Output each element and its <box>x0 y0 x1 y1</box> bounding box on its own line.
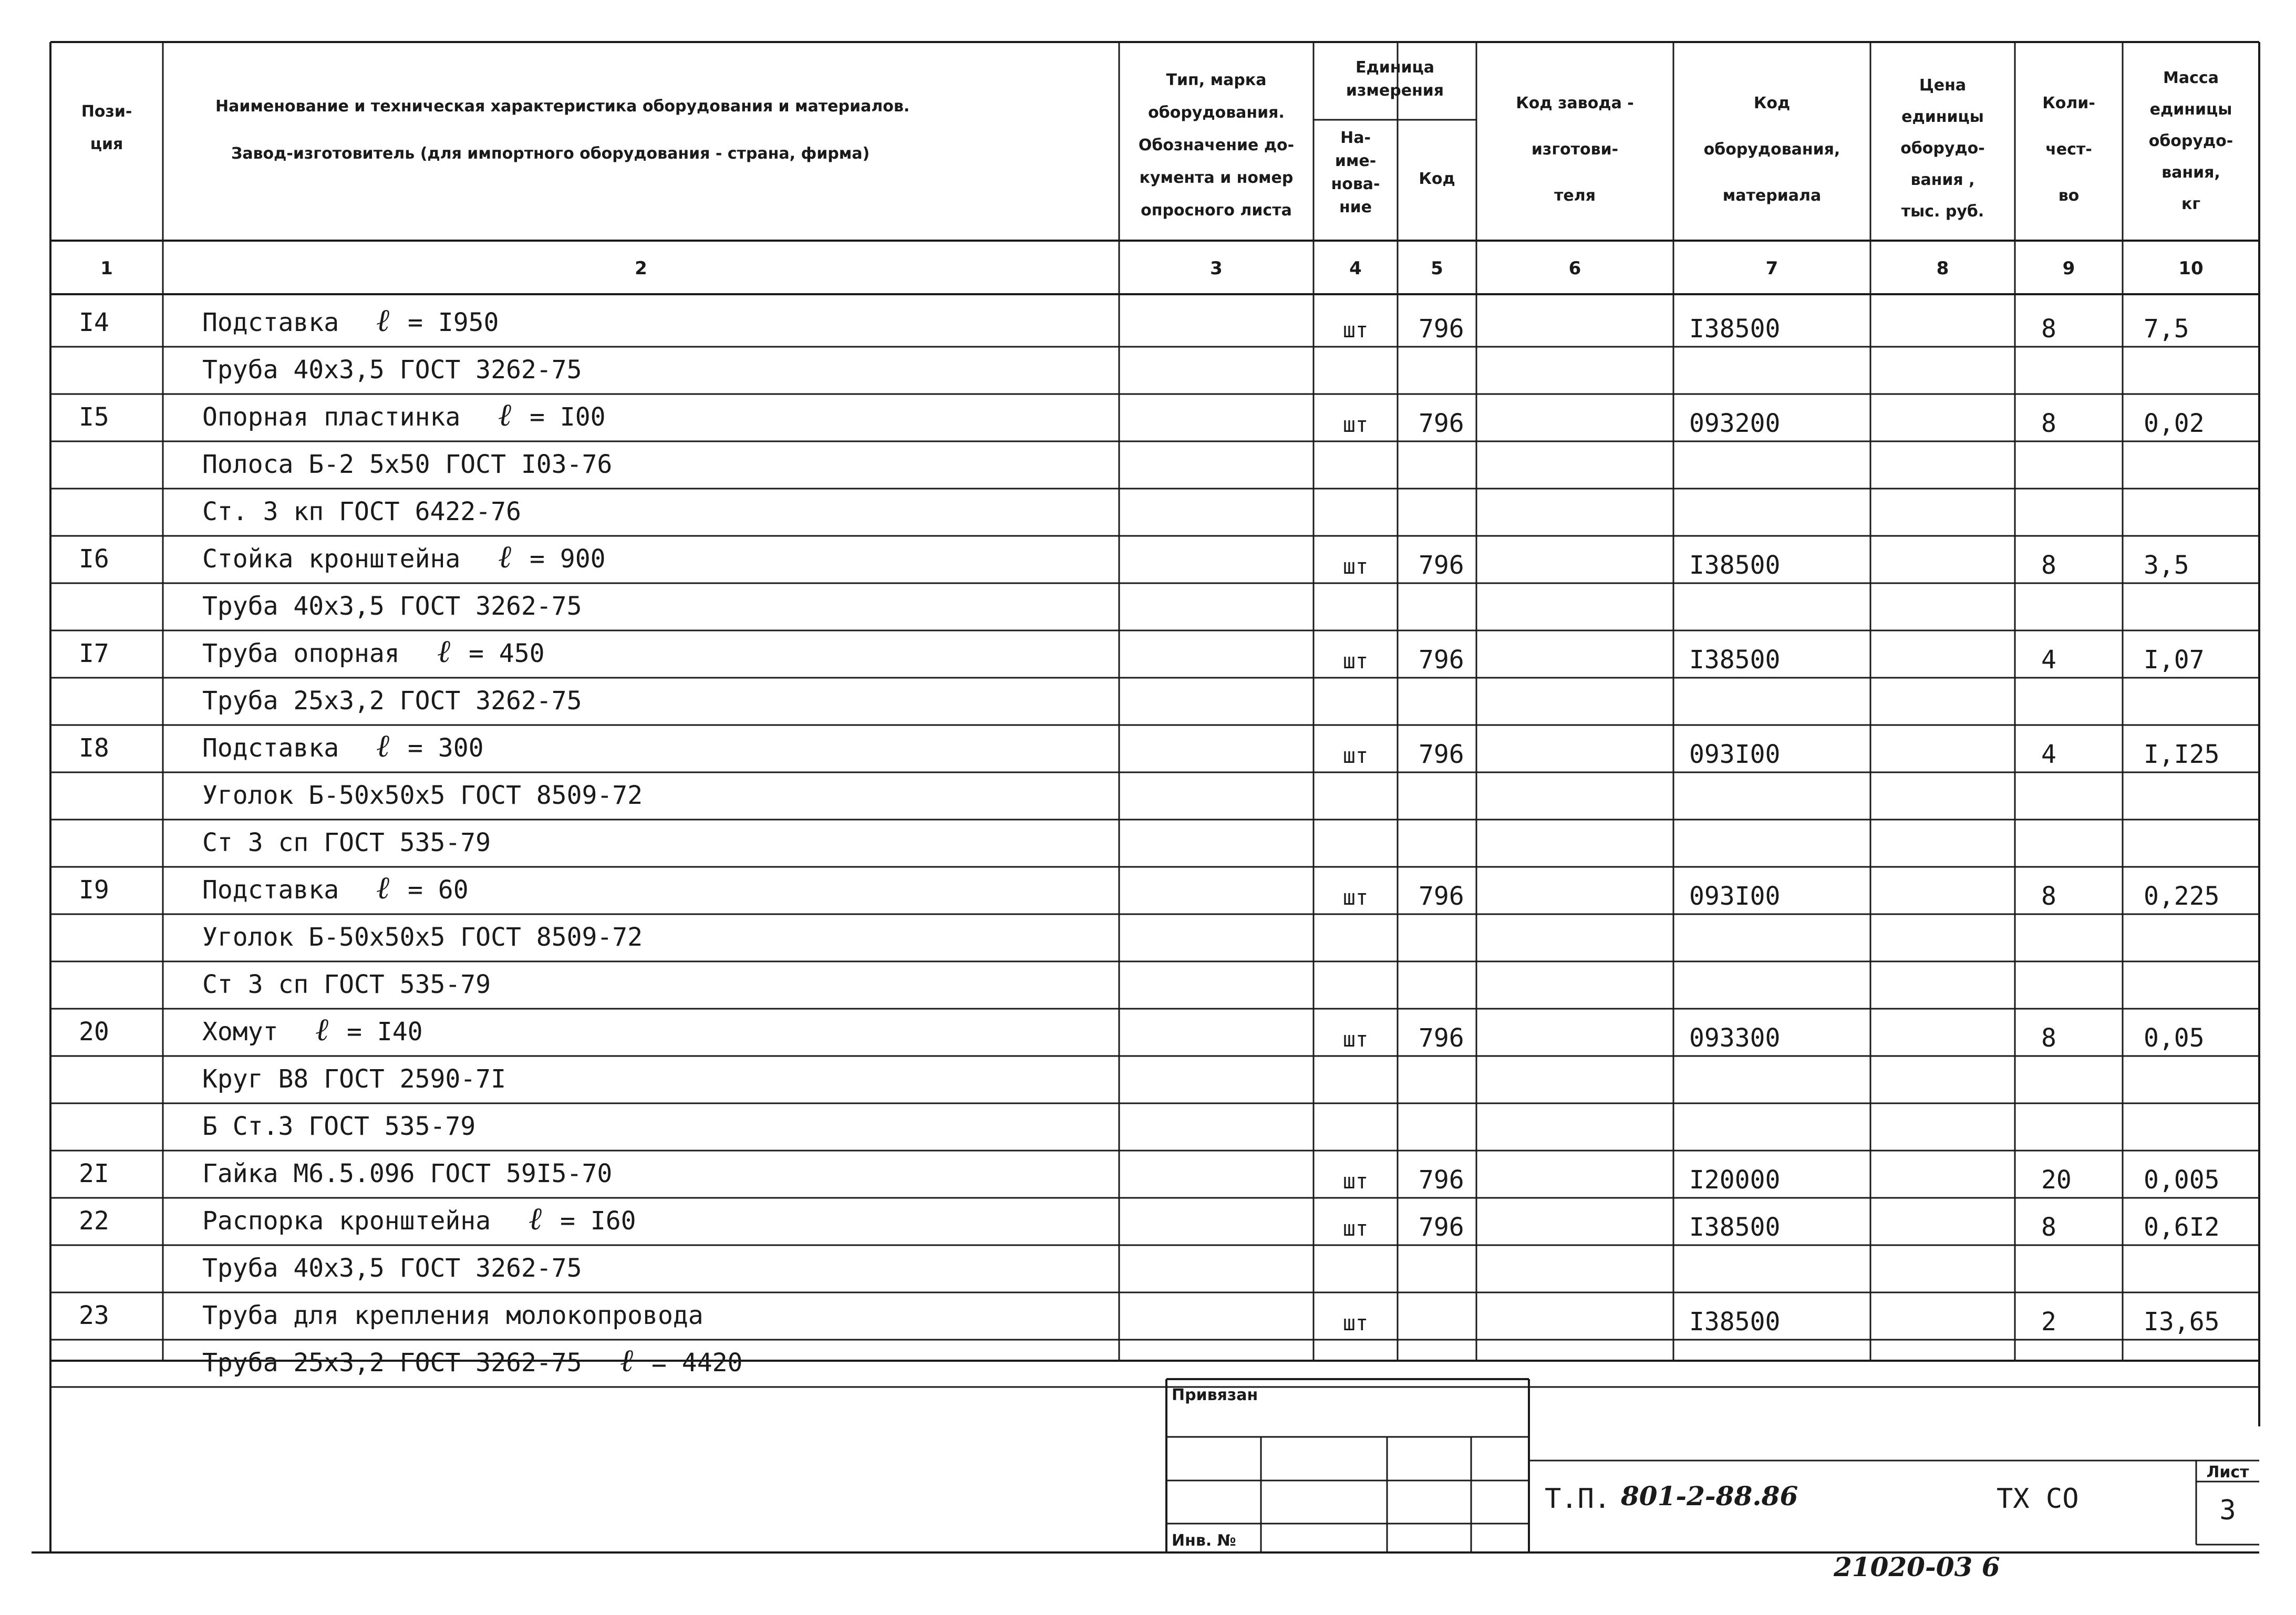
column-number: 1 <box>100 258 113 279</box>
item-unit: шт <box>1342 649 1369 674</box>
item-description: Подставка <box>202 308 339 337</box>
item-material-code: 093200 <box>1689 409 1781 438</box>
item-description: Полоса Б-2 5х50 ГОСТ I03-76 <box>202 450 613 479</box>
item-description: Опорная пластинка <box>202 402 461 432</box>
item-length: = I00 <box>530 402 606 432</box>
item-unit: шт <box>1342 1169 1369 1194</box>
item-unit: шт <box>1342 555 1369 579</box>
header-unit-name: нова- <box>1331 175 1380 193</box>
item-description: Ст. 3 кп ГОСТ 6422-76 <box>202 497 521 526</box>
header-name-line: Наименование и техническая характеристика оборудования и материалов. <box>215 97 910 116</box>
header-unit-name: На- <box>1340 129 1371 147</box>
header-quantity: во <box>2058 187 2080 205</box>
item-quantity: 2 <box>2041 1307 2056 1337</box>
column-number: 6 <box>1568 258 1581 279</box>
stamp-privyazan: Привязан <box>1172 1386 1258 1404</box>
item-position: 23 <box>79 1301 109 1330</box>
item-description: Распорка кронштейна <box>202 1206 491 1236</box>
item-unit-code: 796 <box>1419 645 1464 675</box>
header-price: оборудо- <box>1900 139 1985 158</box>
item-material-code: I20000 <box>1689 1165 1781 1195</box>
item-material-code: 093I00 <box>1689 882 1781 911</box>
item-description: Труба 25х3,2 ГОСТ 3262-75 <box>202 686 582 716</box>
header-price: вания , <box>1910 171 1975 189</box>
item-mass: 0,6I2 <box>2144 1213 2220 1242</box>
item-unit: шт <box>1342 1311 1369 1336</box>
length-symbol-icon: ℓ <box>315 1011 328 1048</box>
item-position: I6 <box>79 544 109 574</box>
item-description: Ст 3 сп ГОСТ 535-79 <box>202 970 491 999</box>
item-quantity: 8 <box>2041 882 2056 911</box>
item-length: = 300 <box>408 733 484 763</box>
item-material-code: I38500 <box>1689 1307 1781 1337</box>
header-mass: единицы <box>2149 100 2232 119</box>
item-length: = 4420 <box>651 1348 743 1378</box>
item-unit-code: 796 <box>1419 740 1464 769</box>
item-mass: 0,02 <box>2144 409 2205 438</box>
item-length: = I950 <box>408 308 499 337</box>
length-symbol-icon: ℓ <box>376 728 389 764</box>
column-number: 2 <box>635 258 647 279</box>
item-mass: 3,5 <box>2144 551 2189 580</box>
item-unit: шт <box>1342 886 1369 910</box>
item-unit: шт <box>1342 318 1369 343</box>
header-material-code: материала <box>1722 187 1822 205</box>
item-material-code: I38500 <box>1689 1213 1781 1242</box>
header-type: опросного листа <box>1141 201 1292 220</box>
item-position: I9 <box>79 875 109 905</box>
item-unit-code: 796 <box>1419 314 1464 344</box>
item-description: Хомут <box>202 1017 278 1047</box>
column-number: 10 <box>2178 258 2204 279</box>
stamp-document-code: ТХ СО <box>1997 1483 2079 1515</box>
item-description: Уголок Б-50х50х5 ГОСТ 8509-72 <box>202 781 643 810</box>
item-unit-code: 796 <box>1419 882 1464 911</box>
item-position: I7 <box>79 639 109 668</box>
stamp-sheet-number: 3 <box>2219 1495 2236 1526</box>
item-length: = 450 <box>469 639 545 668</box>
item-mass: I3,65 <box>2144 1307 2220 1337</box>
item-quantity: 8 <box>2041 314 2056 344</box>
item-position: 22 <box>79 1206 109 1236</box>
item-unit-code: 796 <box>1419 1023 1464 1053</box>
length-symbol-icon: ℓ <box>620 1342 633 1379</box>
item-position: 2I <box>79 1159 109 1188</box>
item-description: Б Ст.3 ГОСТ 535-79 <box>202 1112 476 1141</box>
item-description: Гайка М6.5.096 ГОСТ 59I5-70 <box>202 1159 613 1188</box>
item-description: Труба 40х3,5 ГОСТ 3262-75 <box>202 355 582 385</box>
header-quantity: Коли- <box>2042 94 2095 112</box>
header-unit-group: измерения <box>1346 81 1444 100</box>
header-material-code: оборудования, <box>1703 140 1840 159</box>
item-mass: I,07 <box>2144 645 2205 675</box>
item-unit: шт <box>1342 1028 1369 1052</box>
header-position: Пози- <box>81 102 132 121</box>
header-unit-code: Код <box>1419 170 1455 188</box>
item-mass: 0,05 <box>2144 1023 2205 1053</box>
item-unit: шт <box>1342 1217 1369 1241</box>
item-length: = I40 <box>347 1017 423 1047</box>
item-quantity: 8 <box>2041 1023 2056 1053</box>
item-material-code: I38500 <box>1689 645 1781 675</box>
item-quantity: 8 <box>2041 551 2056 580</box>
item-unit-code: 796 <box>1419 409 1464 438</box>
header-mass: вания, <box>2161 163 2220 182</box>
header-price: тыс. руб. <box>1901 202 1984 221</box>
stamp-tp-label: Т.П. <box>1545 1483 1611 1515</box>
item-description: Уголок Б-50х50х5 ГОСТ 8509-72 <box>202 923 643 952</box>
length-symbol-icon: ℓ <box>437 633 450 670</box>
item-description: Стойка кронштейна <box>202 544 461 574</box>
item-position: I5 <box>79 402 109 432</box>
item-description: Круг В8 ГОСТ 2590-7I <box>202 1064 506 1094</box>
item-position: I8 <box>79 733 109 763</box>
header-mass: кг <box>2181 195 2201 213</box>
header-type: Обозначение до- <box>1138 136 1295 154</box>
header-name-line: Завод-изготовитель (для импортного оборудования - страна, фирма) <box>231 144 870 163</box>
item-material-code: I38500 <box>1689 314 1781 344</box>
item-description: Труба 40х3,5 ГОСТ 3262-75 <box>202 1254 582 1283</box>
item-mass: 0,005 <box>2144 1165 2220 1195</box>
item-mass: 7,5 <box>2144 314 2189 344</box>
column-number: 8 <box>1936 258 1949 279</box>
item-description: Труба опорная <box>202 639 400 668</box>
column-number: 4 <box>1349 258 1362 279</box>
item-quantity: 8 <box>2041 409 2056 438</box>
header-quantity: чест- <box>2045 140 2092 159</box>
item-description: Труба 25х3,2 ГОСТ 3262-75 <box>202 1348 582 1378</box>
header-unit-name: ние <box>1339 198 1372 216</box>
item-description: Подставка <box>202 875 339 905</box>
item-material-code: 093300 <box>1689 1023 1781 1053</box>
header-material-code: Код <box>1753 94 1791 112</box>
column-number: 5 <box>1431 258 1443 279</box>
header-type: кумента и номер <box>1139 169 1294 187</box>
item-unit: шт <box>1342 744 1369 768</box>
column-number: 9 <box>2062 258 2075 279</box>
item-length: = 900 <box>530 544 606 574</box>
length-symbol-icon: ℓ <box>498 397 511 433</box>
item-position: I4 <box>79 308 109 337</box>
header-type: оборудования. <box>1148 103 1285 122</box>
item-description: Ст 3 сп ГОСТ 535-79 <box>202 828 491 857</box>
item-quantity: 4 <box>2041 740 2056 769</box>
item-material-code: 093I00 <box>1689 740 1781 769</box>
header-factory-code: Код завода - <box>1516 94 1634 112</box>
stamp-inventory-number: Инв. № <box>1172 1531 1236 1550</box>
item-quantity: 8 <box>2041 1213 2056 1242</box>
item-description: Труба для крепления молокопровода <box>202 1301 704 1330</box>
header-factory-code: теля <box>1554 187 1596 205</box>
item-position: 20 <box>79 1017 109 1047</box>
item-material-code: I38500 <box>1689 551 1781 580</box>
item-mass: 0,225 <box>2144 882 2220 911</box>
item-quantity: 20 <box>2041 1165 2072 1195</box>
length-symbol-icon: ℓ <box>376 869 389 906</box>
item-unit-code: 796 <box>1419 1213 1464 1242</box>
item-quantity: 4 <box>2041 645 2056 675</box>
header-type: Тип, марка <box>1166 71 1267 89</box>
item-mass: I,I25 <box>2144 740 2220 769</box>
header-price: Цена <box>1919 76 1967 95</box>
header-mass: Масса <box>2163 69 2219 87</box>
header-mass: оборудо- <box>2148 132 2233 150</box>
header-unit-group: Единица <box>1356 58 1434 77</box>
stamp-sheet-label: Лист <box>2206 1463 2249 1482</box>
header-unit-name: име- <box>1335 152 1377 170</box>
item-length: = 60 <box>408 875 469 905</box>
header-position: ция <box>90 135 123 153</box>
length-symbol-icon: ℓ <box>376 302 389 339</box>
item-unit: шт <box>1342 413 1369 437</box>
header-factory-code: изготови- <box>1531 140 1619 159</box>
item-unit-code: 796 <box>1419 1165 1464 1195</box>
column-number: 3 <box>1210 258 1223 279</box>
length-symbol-icon: ℓ <box>529 1200 542 1237</box>
item-unit-code: 796 <box>1419 551 1464 580</box>
column-number: 7 <box>1765 258 1778 279</box>
item-description: Труба 40х3,5 ГОСТ 3262-75 <box>202 592 582 621</box>
stamp-tp-number: 801-2-88.86 <box>1621 1481 1798 1512</box>
length-symbol-icon: ℓ <box>498 539 511 575</box>
item-length: = I60 <box>560 1206 636 1236</box>
footer-handwritten-note: 21020-03 6 <box>1834 1551 2000 1582</box>
item-description: Подставка <box>202 733 339 763</box>
header-price: единицы <box>1901 108 1984 126</box>
